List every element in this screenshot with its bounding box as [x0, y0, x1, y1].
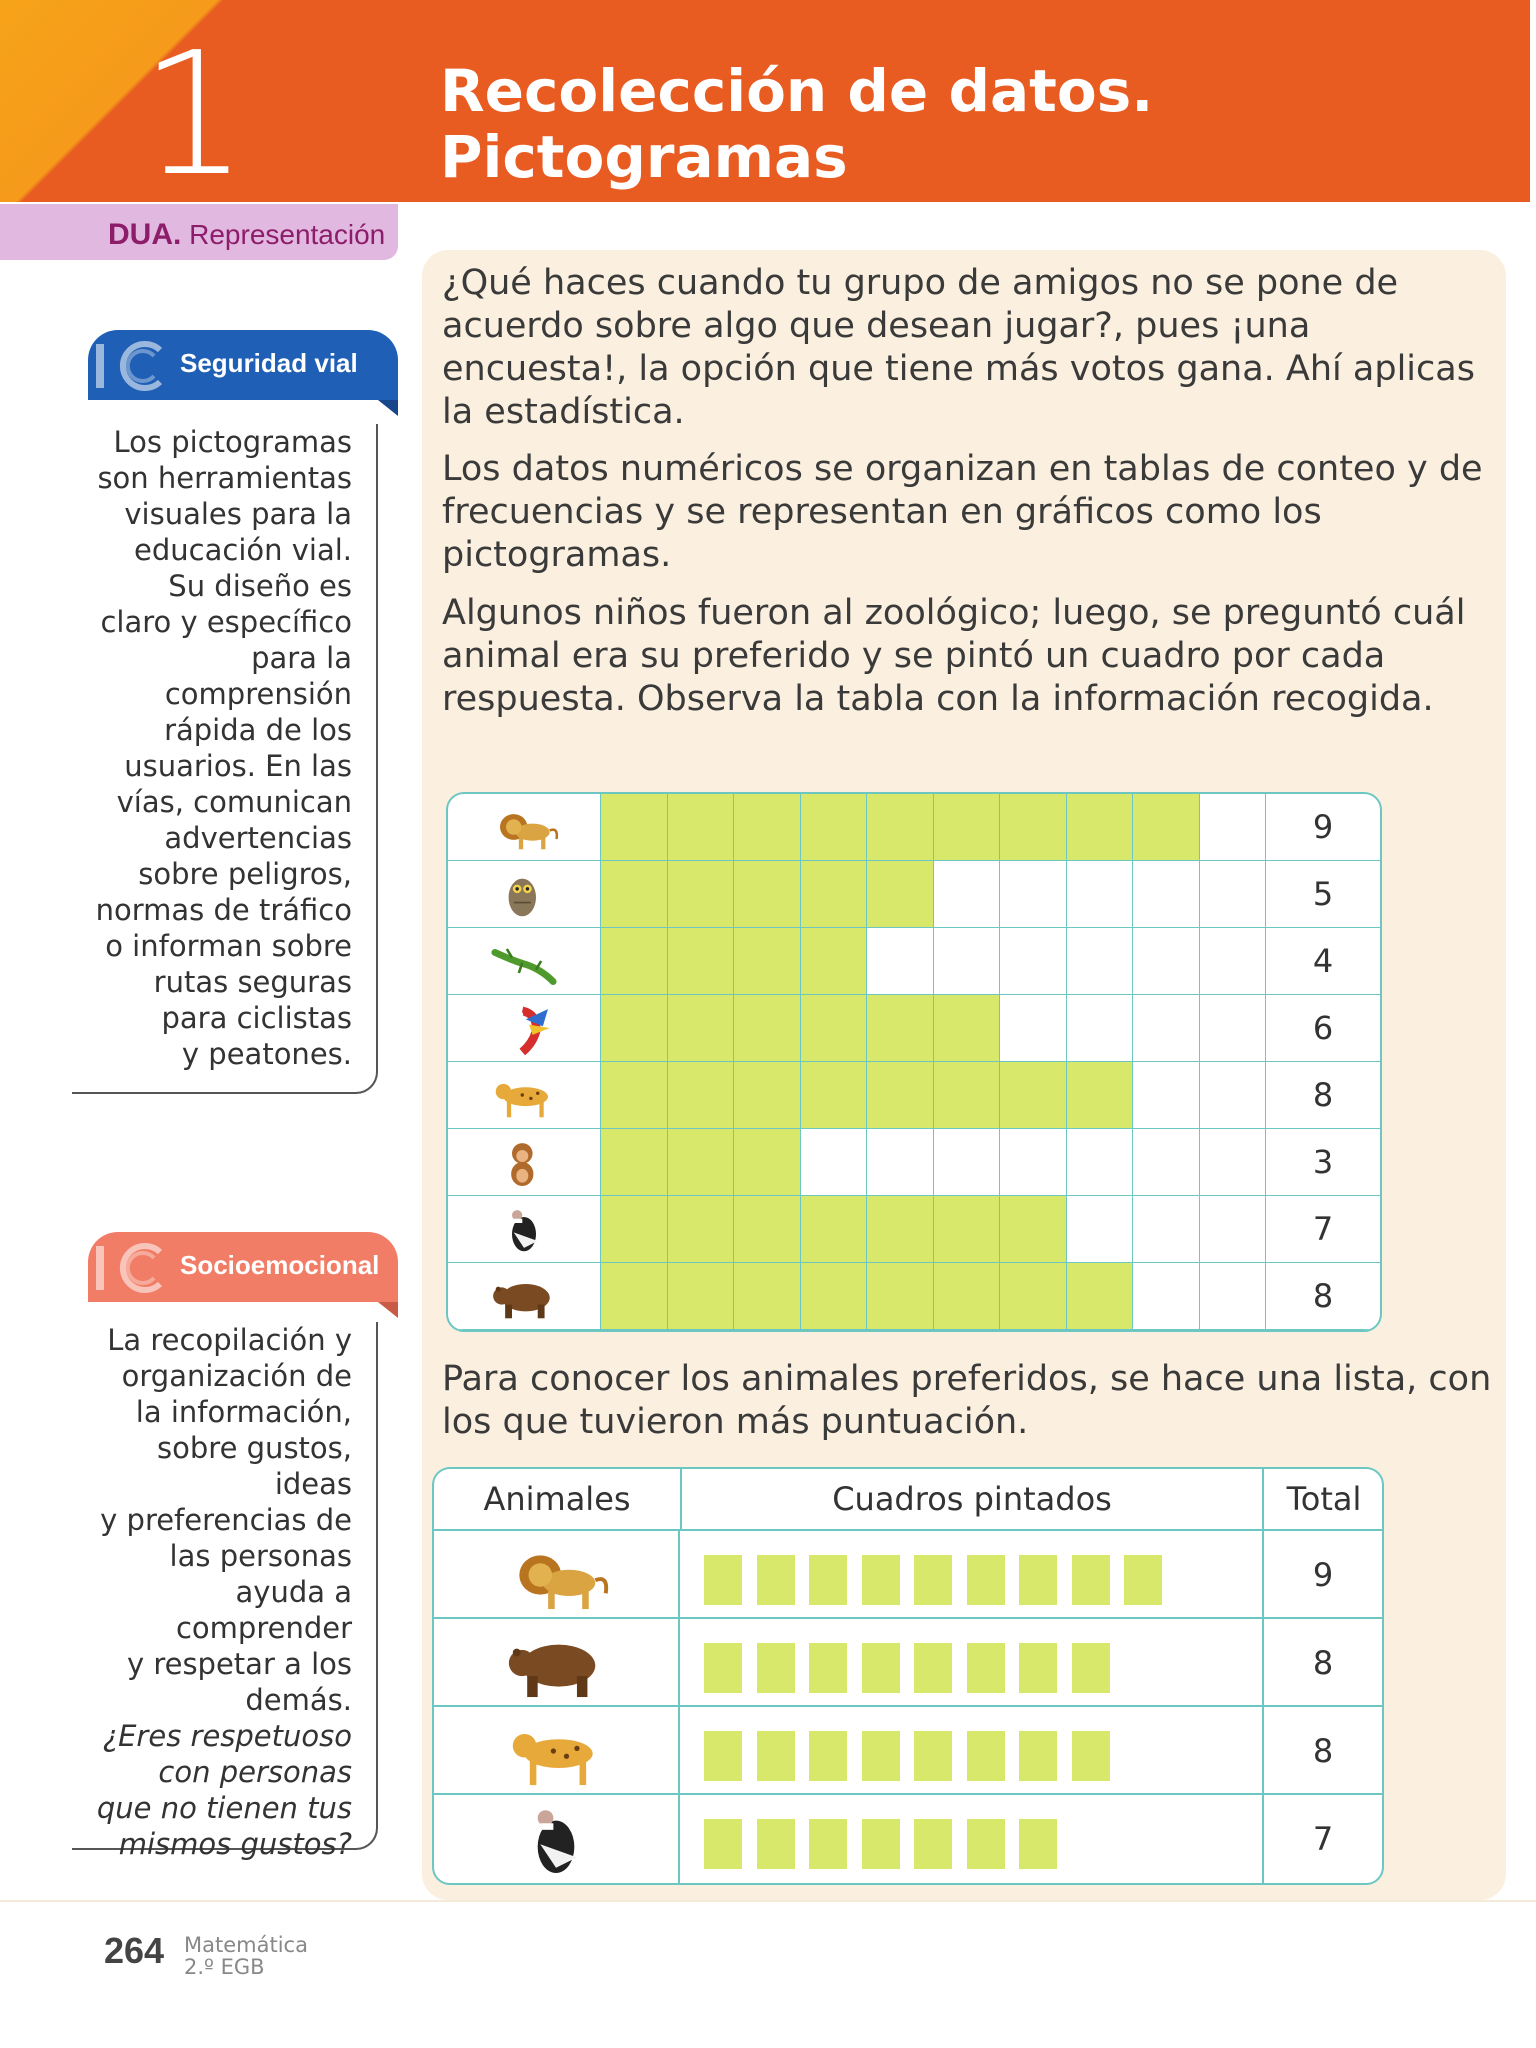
empty-cell	[1133, 1263, 1200, 1330]
row-total: 8	[1266, 1263, 1380, 1330]
empty-cell	[867, 1129, 934, 1196]
row-animal	[448, 861, 601, 928]
favorites-row	[434, 1795, 1382, 1883]
empty-cell	[1133, 1129, 1200, 1196]
sidebar-text-line: la información,	[135, 1395, 352, 1429]
painted-cell	[1000, 1196, 1067, 1263]
empty-cell	[1067, 928, 1134, 995]
favorites-row	[434, 1531, 1382, 1619]
painted-cell	[1000, 794, 1067, 861]
sidebar-text-line: advertencias	[164, 821, 352, 855]
sidebar-text-line: Los pictogramas	[113, 425, 352, 459]
painted-cell	[734, 1196, 801, 1263]
row-total: 3	[1266, 1129, 1380, 1196]
painted-square	[809, 1819, 847, 1869]
favorites-total: 8	[1262, 1707, 1382, 1795]
painted-square	[914, 1731, 952, 1781]
painted-square	[1019, 1555, 1057, 1605]
painted-cell	[867, 794, 934, 861]
socioemocional-text	[72, 1322, 378, 1861]
painted-square	[967, 1731, 1005, 1781]
painted-cell	[801, 1196, 868, 1263]
painted-cell	[1067, 794, 1134, 861]
painted-cell	[934, 995, 1001, 1062]
painted-square	[757, 1731, 795, 1781]
pictogram-row	[448, 794, 1380, 861]
sidebar-text-line: ¿Eres respetuoso	[102, 1719, 352, 1753]
row-animal	[448, 1062, 601, 1129]
empty-cell	[1200, 1062, 1267, 1129]
painted-square	[809, 1643, 847, 1693]
empty-cell	[1200, 861, 1267, 928]
painted-cell	[934, 794, 1001, 861]
painted-square	[1124, 1555, 1162, 1605]
painted-cell	[801, 995, 868, 1062]
painted-cell	[601, 1062, 668, 1129]
seguridad-vial-tag	[88, 330, 398, 400]
sidebar-text-line: vías, comunican	[116, 785, 352, 819]
painted-square	[1072, 1731, 1110, 1781]
painted-cell	[668, 928, 735, 995]
condor-icon	[488, 1202, 560, 1256]
condor-icon	[501, 1799, 611, 1879]
chapter-header	[0, 0, 1536, 202]
painted-square	[809, 1555, 847, 1605]
tag-fold	[378, 1302, 398, 1318]
painted-cell	[601, 995, 668, 1062]
empty-cell	[1067, 1129, 1134, 1196]
painted-cell	[734, 794, 801, 861]
sidebar-text-line: organización de	[121, 1359, 352, 1393]
lizard-icon	[488, 934, 560, 988]
painted-cell	[1067, 1263, 1134, 1330]
painted-square	[862, 1643, 900, 1693]
sidebar-text-line: las personas	[169, 1539, 352, 1573]
painted-cell	[668, 1196, 735, 1263]
row-animal	[448, 928, 601, 995]
row-total: 6	[1266, 995, 1380, 1062]
painted-square	[1019, 1731, 1057, 1781]
painted-cell	[801, 928, 868, 995]
favorites-animal	[434, 1795, 680, 1883]
macaw-icon	[488, 1001, 560, 1055]
sidebar-text-line: y respetar a los	[126, 1647, 352, 1681]
painted-cell	[1067, 1062, 1134, 1129]
sidebar-text-line: y preferencias de	[100, 1503, 352, 1537]
sidebar-text-line: comprensión	[164, 677, 352, 711]
sidebar-text-line: educación vial.	[134, 533, 352, 567]
empty-cell	[934, 1129, 1001, 1196]
painted-cell	[1000, 1062, 1067, 1129]
seguridad-vial-label: Seguridad vial	[180, 348, 358, 378]
monkey-icon	[488, 1135, 560, 1189]
socioemocional-label: Socioemocional	[180, 1250, 380, 1280]
empty-cell	[1133, 995, 1200, 1062]
empty-cell	[867, 928, 934, 995]
empty-cell	[1200, 794, 1267, 861]
painted-square	[704, 1819, 742, 1869]
painted-cell	[668, 1129, 735, 1196]
empty-cell	[1200, 995, 1267, 1062]
empty-cell	[1000, 928, 1067, 995]
painted-cell	[668, 861, 735, 928]
sidebar-text-line: claro y específico	[100, 605, 352, 639]
painted-cell	[801, 861, 868, 928]
subject-name: Matemática	[184, 1933, 308, 1957]
bear-icon	[488, 1269, 560, 1323]
seguridad-vial-text	[72, 424, 378, 1094]
sidebar-text-line: usuarios. En las	[124, 749, 352, 783]
pictogram-row	[448, 1129, 1380, 1196]
painted-cell	[934, 1263, 1001, 1330]
ic-logo-icon	[90, 336, 168, 394]
tag-fold	[378, 400, 398, 416]
empty-cell	[1133, 1196, 1200, 1263]
header-cuadros: Cuadros pintados	[682, 1469, 1262, 1531]
sidebar-text-line: rápida de los	[164, 713, 352, 747]
sidebar-text-line: para la	[251, 641, 352, 675]
painted-cell	[934, 1196, 1001, 1263]
cheetah-icon	[488, 1068, 560, 1122]
painted-cell	[734, 928, 801, 995]
row-total: 5	[1266, 861, 1380, 928]
painted-cell	[1000, 1263, 1067, 1330]
painted-square	[967, 1555, 1005, 1605]
sidebar-text-line: comprender	[175, 1611, 352, 1645]
sidebar-text-line: mismos gustos?	[118, 1827, 352, 1861]
painted-square	[914, 1643, 952, 1693]
sidebar-text-line: Su diseño es	[168, 569, 352, 603]
painted-cell	[867, 861, 934, 928]
painted-square	[914, 1555, 952, 1605]
empty-cell	[934, 861, 1001, 928]
dua-label: Representación	[189, 219, 386, 250]
pictogram-row	[448, 995, 1380, 1062]
painted-square	[1072, 1555, 1110, 1605]
sidebar-text-line: o informan sobre	[105, 929, 352, 963]
painted-cell	[867, 1263, 934, 1330]
bear-icon	[501, 1623, 611, 1703]
row-animal	[448, 1196, 601, 1263]
title-line-2: Pictogramas	[440, 123, 848, 191]
sidebar-text-line: demás.	[245, 1683, 352, 1717]
pictogram-row	[448, 1196, 1380, 1263]
favorites-row	[434, 1707, 1382, 1795]
favorites-table	[432, 1467, 1384, 1885]
ic-logo-icon	[90, 1238, 168, 1296]
row-animal	[448, 995, 601, 1062]
sidebar-text-line: para ciclistas	[161, 1001, 352, 1035]
grade-label: 2.º EGB	[184, 1955, 265, 1979]
owl-icon	[488, 867, 560, 921]
painted-cell	[734, 1263, 801, 1330]
pictogram-row	[448, 1263, 1380, 1330]
header-animales: Animales	[434, 1469, 680, 1531]
painted-square	[862, 1731, 900, 1781]
subject-info	[184, 1934, 308, 1978]
empty-cell	[1000, 1129, 1067, 1196]
painted-cell	[734, 861, 801, 928]
painted-cell	[801, 794, 868, 861]
empty-cell	[1200, 928, 1267, 995]
painted-cell	[601, 1196, 668, 1263]
painted-cell	[1133, 794, 1200, 861]
socioemocional-tag	[88, 1232, 398, 1302]
painted-cell	[734, 1062, 801, 1129]
row-total: 9	[1266, 794, 1380, 861]
favorites-total: 9	[1262, 1531, 1382, 1619]
painted-cell	[601, 794, 668, 861]
painted-cell	[934, 1062, 1001, 1129]
dua-badge	[0, 204, 398, 260]
pictogram-row	[448, 1062, 1380, 1129]
row-animal	[448, 1263, 601, 1330]
sidebar-text-line: rutas seguras	[153, 965, 352, 999]
empty-cell	[1067, 861, 1134, 928]
empty-cell	[1000, 995, 1067, 1062]
empty-cell	[1133, 1062, 1200, 1129]
favorites-animal	[434, 1531, 680, 1619]
painted-cell	[668, 794, 735, 861]
painted-square	[1019, 1643, 1057, 1693]
painted-square	[809, 1731, 847, 1781]
painted-square	[967, 1643, 1005, 1693]
painted-cell	[734, 1129, 801, 1196]
painted-cell	[801, 1062, 868, 1129]
empty-cell	[1133, 861, 1200, 928]
painted-square	[757, 1643, 795, 1693]
empty-cell	[1067, 1196, 1134, 1263]
painted-cell	[867, 1196, 934, 1263]
painted-cell	[867, 1062, 934, 1129]
lion-icon	[488, 800, 560, 854]
painted-cell	[668, 995, 735, 1062]
page-title	[440, 58, 1153, 190]
painted-cell	[734, 995, 801, 1062]
header-total: Total	[1264, 1469, 1384, 1531]
empty-cell	[1000, 861, 1067, 928]
empty-cell	[934, 928, 1001, 995]
row-total: 8	[1266, 1062, 1380, 1129]
painted-cell	[801, 1263, 868, 1330]
empty-cell	[1200, 1129, 1267, 1196]
empty-cell	[1067, 995, 1134, 1062]
row-animal	[448, 794, 601, 861]
row-total: 7	[1266, 1196, 1380, 1263]
painted-square	[704, 1555, 742, 1605]
painted-cell	[601, 1129, 668, 1196]
page-number: 264	[104, 1930, 165, 1971]
painted-square	[862, 1555, 900, 1605]
row-total: 4	[1266, 928, 1380, 995]
sidebar-text-line: son herramientas	[97, 461, 352, 495]
pictogram-row	[448, 928, 1380, 995]
sidebar-text-line: normas de tráfico	[95, 893, 352, 927]
sidebar-text-line: visuales para la	[124, 497, 352, 531]
footer-line	[0, 1900, 1536, 1902]
painted-cell	[668, 1062, 735, 1129]
painted-square	[757, 1819, 795, 1869]
pictogram-grid	[446, 792, 1382, 1332]
painted-square	[1072, 1643, 1110, 1693]
painted-cell	[867, 995, 934, 1062]
painted-square	[1019, 1819, 1057, 1869]
favorites-total: 8	[1262, 1619, 1382, 1707]
empty-cell	[1133, 928, 1200, 995]
favorites-row	[434, 1619, 1382, 1707]
painted-square	[914, 1819, 952, 1869]
cheetah-icon	[501, 1711, 611, 1791]
favorites-animal	[434, 1619, 680, 1707]
sidebar-text-line: sobre gustos, ideas	[157, 1431, 352, 1501]
painted-cell	[601, 861, 668, 928]
zoo-paragraph: Algunos niños fueron al zoológico; luego, se preguntó cuál animal era su preferido y se pintó un cuadro por cada respuesta. Observa la tabla con la información recogida.	[442, 593, 1466, 719]
sidebar-text-line: sobre peligros,	[138, 857, 352, 891]
lion-icon	[501, 1535, 611, 1615]
favorites-paragraph: Para conocer los animales preferidos, se hace una lista, con los que tuvieron más puntuación.	[442, 1359, 1492, 1442]
sidebar-text-line: La recopilación y	[107, 1323, 352, 1357]
painted-cell	[601, 928, 668, 995]
painted-cell	[601, 1263, 668, 1330]
dua-bold: DUA.	[108, 218, 182, 251]
favorites-animal	[434, 1707, 680, 1795]
empty-cell	[1200, 1263, 1267, 1330]
painted-square	[757, 1555, 795, 1605]
unit-number: 1	[140, 16, 249, 202]
painted-square	[967, 1819, 1005, 1869]
intro-paragraph: ¿Qué haces cuando tu grupo de amigos no se pone de acuerdo sobre algo que desean jugar?, pues ¡una encuesta!, la opción que tiene más votos gana. Ahí aplicas la estadística.	[442, 263, 1475, 432]
sidebar-text-line: con personas	[158, 1755, 352, 1789]
title-line-1: Recolección de datos.	[440, 57, 1154, 125]
pictogram-row	[448, 861, 1380, 928]
painted-cell	[668, 1263, 735, 1330]
painted-square	[704, 1731, 742, 1781]
header-edge	[1530, 0, 1536, 202]
empty-cell	[1200, 1196, 1267, 1263]
row-animal	[448, 1129, 601, 1196]
sidebar-text-line: que no tienen tus	[96, 1791, 352, 1825]
empty-cell	[801, 1129, 868, 1196]
painted-square	[704, 1643, 742, 1693]
painted-square	[862, 1819, 900, 1869]
sidebar-text-line: y peatones.	[181, 1037, 352, 1071]
favorites-total: 7	[1262, 1795, 1382, 1883]
sidebar-text-line: ayuda a	[235, 1575, 352, 1609]
data-paragraph: Los datos numéricos se organizan en tablas de conteo y de frecuencias y se representan en gráficos como los pictogramas.	[442, 449, 1483, 575]
